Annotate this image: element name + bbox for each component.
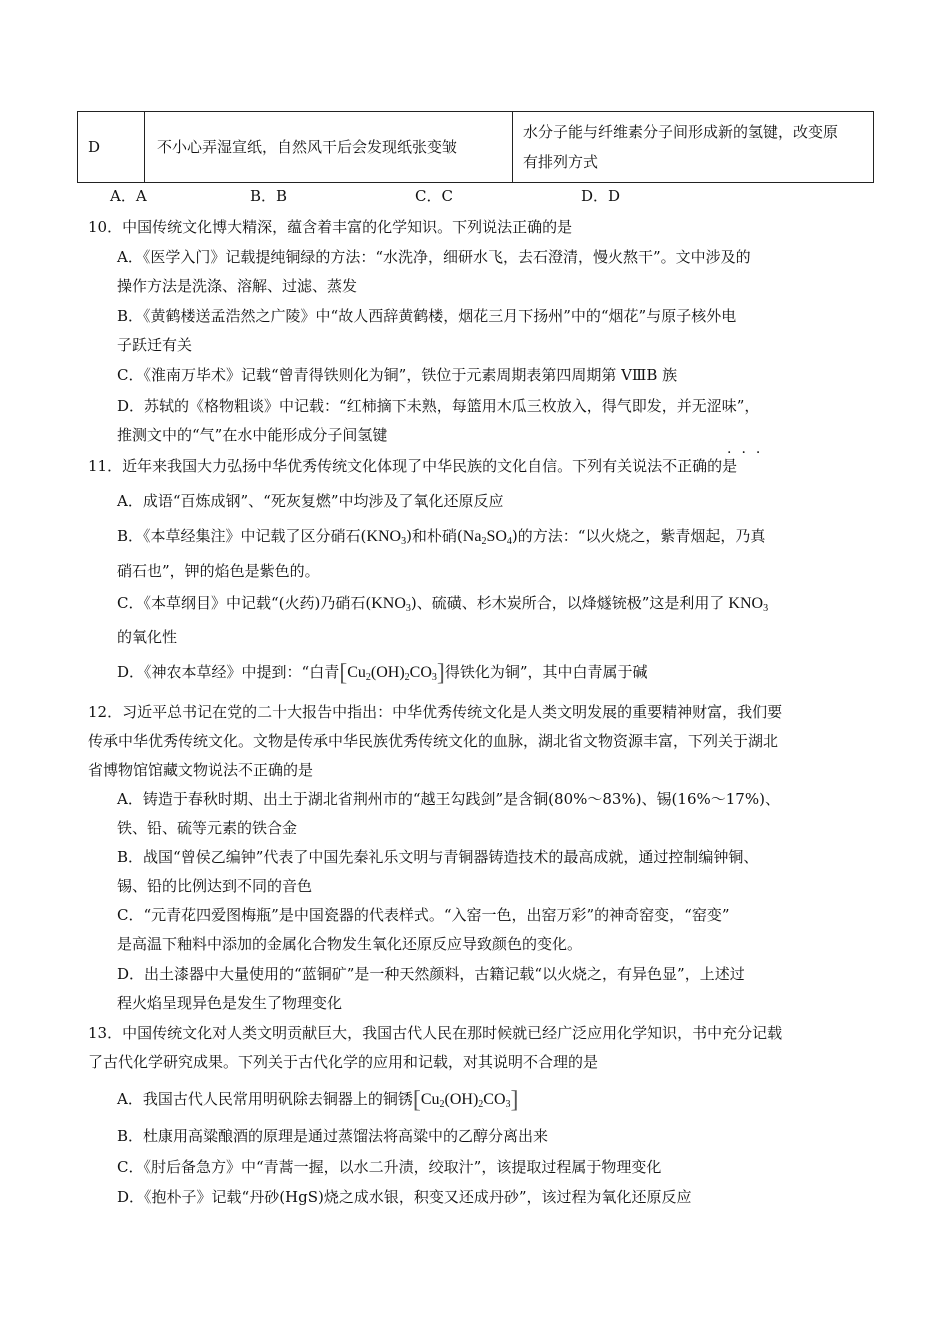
- q11-option-d: D．《神农本草经》中提到：“白青$[Cu_2(OH)_2CO_3]$得铁化为铜”，其中白青属于碱: [117, 660, 648, 686]
- emphasis-dots: ···: [727, 445, 771, 461]
- q13-option-b: B．杜康用高粱酿酒的原理是通过蒸馏法将高粱中的乙醇分离出来: [117, 1127, 549, 1145]
- q11-option-b-line1: B．《本草经集注》中记载了区分硝石$(KNO_3)$和朴硝$(Na_2SO_4)$的方法：“以火烧之，紫青烟起，乃真: [117, 527, 766, 547]
- formula-basic-copper-carbonate: $Cu_2(OH)_2CO_3$: [420, 1091, 511, 1110]
- q12-stem-line1: 12．习近平总书记在党的二十大报告中指出：中华优秀传统文化是人类文明发展的重要精神财富，我们要: [88, 703, 783, 721]
- formula-na2so4: $Na_2SO_4$: [462, 528, 512, 547]
- q10-option-b-line1: B．《黄鹤楼送孟浩然之广陵》中“故人西辞黄鹤楼，烟花三月下扬州”中的“烟花”与原子核外电: [117, 307, 737, 325]
- q12-stem-line2: 传承中华优秀传统文化。文物是传承中华民族优秀传统文化的血脉，湖北省文物资源丰富，下列关于湖北: [88, 732, 779, 750]
- q13-stem-line2: 了古代化学研究成果。下列关于古代化学的应用和记载，对其说明不合理的是: [88, 1053, 599, 1071]
- formula-basic-copper-carbonate: $Cu_2(OH)_2CO_3$: [347, 664, 437, 683]
- q10-option-d-line1: D．苏轼的《格物粗谈》中记载：“红柿摘下未熟，每篮用木瓜三枚放入，得气即发，并无涩味”，: [117, 397, 760, 415]
- q11-stem: 11．近年来我国大力弘扬中华优秀传统文化体现了中华民族的文化自信。下列有关说法不正确的是: [88, 457, 738, 475]
- formula-kno3: $KNO_3$: [728, 595, 769, 614]
- q10-option-d-line2: 推测文中的“气”在水中能形成分子间氢键: [117, 426, 388, 444]
- q10-stem: 10．中国传统文化博大精深，蕴含着丰富的化学知识。下列说法正确的是: [88, 218, 573, 236]
- q12-option-b-line2: 锡、铅的比例达到不同的音色: [117, 877, 313, 895]
- table-row: [78, 112, 874, 183]
- q12-option-a-line1: A．铸造于春秋时期、出土于湖北省荆州市的“越王勾践剑”是含铜(80%～83%)、锡(16%～17%)、: [117, 790, 780, 808]
- q12-option-c-line2: 是高温下釉料中添加的金属化合物发生氧化还原反应导致颜色的变化。: [117, 935, 583, 953]
- answer-table: [77, 111, 874, 183]
- q11-option-c-line2: 的氧化性: [117, 628, 178, 646]
- q13-option-d: D．《抱朴子》记载“丹砂(HgS)烧之成水银，积变又还成丹砂”，该过程为氧化还原反应: [117, 1188, 692, 1206]
- explanation-line-2: 有排列方式: [523, 153, 599, 171]
- q12-option-d-line1: D．出土漆器中大量使用的“蓝铜矿”是一种天然颜料，古籍记载“以火烧之，有异色显”，上述过: [117, 965, 745, 983]
- q11-option-b-line2: 硝石也”，钾的焰色是紫色的。: [117, 562, 320, 580]
- q10-option-a-line1: A．《医学入门》记载提纯铜绿的方法：“水洗净，细研水飞，去石澄清，慢火熬干”。文中涉及的: [117, 248, 751, 266]
- q9-option-d: D．D: [581, 187, 621, 205]
- q9-option-b: B．B: [250, 187, 288, 205]
- table-cell-explanation: [513, 112, 874, 183]
- q13-option-a: A．我国古代人民常用明矾除去铜器上的铜锈$[Cu_2(OH)_2CO_3]$: [117, 1087, 519, 1113]
- q13-stem-line1: 13．中国传统文化对人类文明贡献巨大，我国古代人民在那时候就已经广泛应用化学知识，书中充分记载: [88, 1024, 783, 1042]
- q9-options: [110, 186, 620, 206]
- q9-option-c: C．C: [415, 187, 453, 205]
- formula-kno3: $KNO_3$: [371, 595, 411, 614]
- table-cell-label: D: [78, 112, 145, 183]
- formula-kno3: $KNO_3$: [366, 528, 407, 547]
- q12-stem-line3: 省博物馆馆藏文物说法不正确的是: [88, 761, 314, 779]
- q11-option-a: A．成语“百炼成钢”、“死灰复燃”中均涉及了氧化还原反应: [117, 492, 504, 510]
- explanation-line-1: 水分子能与纤维素分子间形成新的氢键，改变原: [523, 123, 839, 141]
- q9-option-a: A．A: [110, 187, 147, 205]
- table-cell-phenomenon: 不小心弄湿宣纸，自然风干后会发现纸张变皱: [145, 112, 513, 183]
- q11-option-c-line1: C．《本草纲目》中记载“(火药)乃硝石$(KNO_3)$、硫磺、杉木炭所合，以烽燧铳极”这是利用了 $KNO_3$: [117, 594, 769, 614]
- q10-option-c: C．《淮南万毕术》记载“曾青得铁则化为铜”，铁位于元素周期表第四周期第 VⅢB 族: [117, 366, 678, 384]
- q10-option-a-line2: 操作方法是洗涤、溶解、过滤、蒸发: [117, 277, 358, 295]
- q12-option-c-line1: C．“元青花四爱图梅瓶”是中国瓷器的代表样式。“入窑一色，出窑万彩”的神奇窑变，“窑变”: [117, 906, 730, 924]
- q12-option-a-line2: 铁、铅、硫等元素的铁合金: [117, 819, 298, 837]
- q13-option-c: C．《肘后备急方》中“青蒿一握，以水二升渍，绞取汁”，该提取过程属于物理变化: [117, 1158, 662, 1176]
- q10-option-b-line2: 子跃迁有关: [117, 336, 193, 354]
- q12-option-d-line2: 程火焰呈现异色是发生了物理变化: [117, 994, 343, 1012]
- q12-option-b-line1: B．战国“曾侯乙编钟”代表了中国先秦礼乐文明与青铜器铸造技术的最高成就，通过控制编钟铜、: [117, 848, 759, 866]
